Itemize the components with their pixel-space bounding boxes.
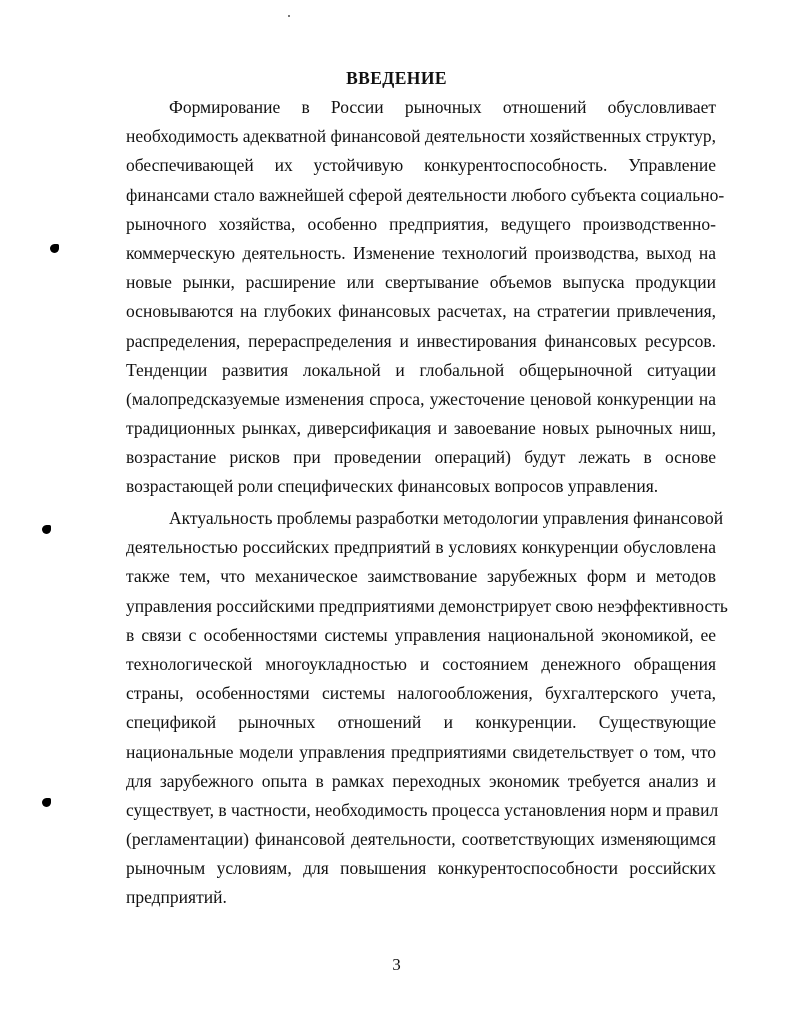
text-line: Актуальность проблемы разработки методологии управления финансовой (169, 508, 724, 528)
text-line: возрастание рисков при проведении операций) будут лежать в основе (126, 447, 716, 468)
text-line: (малопредсказуемые изменения спроса, ужесточение ценовой конкуренции на (126, 388, 716, 409)
text-line: спецификой рыночных отношений и конкуренции. Существующие (126, 712, 716, 733)
text-line: распределения, перераспределения и инвестирования финансовых ресурсов. (126, 330, 716, 351)
text-line: (регламентации) финансовой деятельности, соответствующих изменяющимся (126, 829, 716, 850)
margin-mark-3 (42, 798, 51, 807)
text-line: рыночным условиям, для повышения конкурентоспособности российских (126, 858, 716, 879)
text-line: для зарубежного опыта в рамках переходных экономик требуется анализ и (126, 770, 716, 791)
text-line: управления российскими предприятиями демонстрирует свою неэффективность (126, 595, 728, 616)
paragraph-1 (126, 93, 725, 502)
text-line: деятельностью российских предприятий в условиях конкуренции обусловлена (126, 537, 716, 558)
text-line: необходимость адекватной финансовой деятельности хозяйственных структур, (126, 126, 717, 147)
text-line: коммерческую деятельность. Изменение технологий производства, выход на (126, 242, 716, 263)
paragraph-2 (126, 504, 728, 913)
margin-mark-2 (42, 525, 51, 534)
page-number: 3 (392, 955, 401, 974)
page-title: ВВЕДЕНИЕ (346, 68, 447, 88)
text-line: Формирование в России рыночных отношений обусловливает (169, 97, 716, 117)
text-line: страны, особенностями системы налогообложения, бухгалтерского учета, (126, 683, 716, 704)
text-line: также тем, что механическое заимствование зарубежных форм и методов (126, 566, 716, 587)
text-line: в связи с особенностями системы управления национальной экономикой, ее (126, 624, 716, 645)
text-line: обеспечивающей их устойчивую конкурентоспособность. Управление (126, 155, 716, 176)
text-line: предприятий. (126, 887, 227, 908)
text-line: традиционных рынках, диверсификация и завоевание новых рыночных ниш, (126, 418, 716, 439)
text-line: Тенденции развития локальной и глобальной общерыночной ситуации (126, 359, 716, 380)
scan-speck (288, 15, 290, 17)
text-line: национальные модели управления предприятиями свидетельствует о том, что (126, 741, 716, 762)
text-line: существует, в частности, необходимость процесса установления норм и правил (126, 799, 719, 820)
text-line: технологической многоукладностью и состоянием денежного обращения (126, 653, 716, 674)
text-line: возрастающей роли специфических финансовых вопросов управления. (126, 476, 659, 497)
text-line: финансами стало важнейшей сферой деятельности любого субъекта социально- (126, 184, 725, 205)
margin-mark-1 (50, 244, 59, 253)
text-line: основываются на глубоких финансовых расчетах, на стратегии привлечения, (126, 301, 716, 322)
text-line: рыночного хозяйства, особенно предприятия, ведущего производственно- (126, 213, 716, 234)
text-line: новые рынки, расширение или свертывание объемов выпуска продукции (126, 272, 716, 293)
